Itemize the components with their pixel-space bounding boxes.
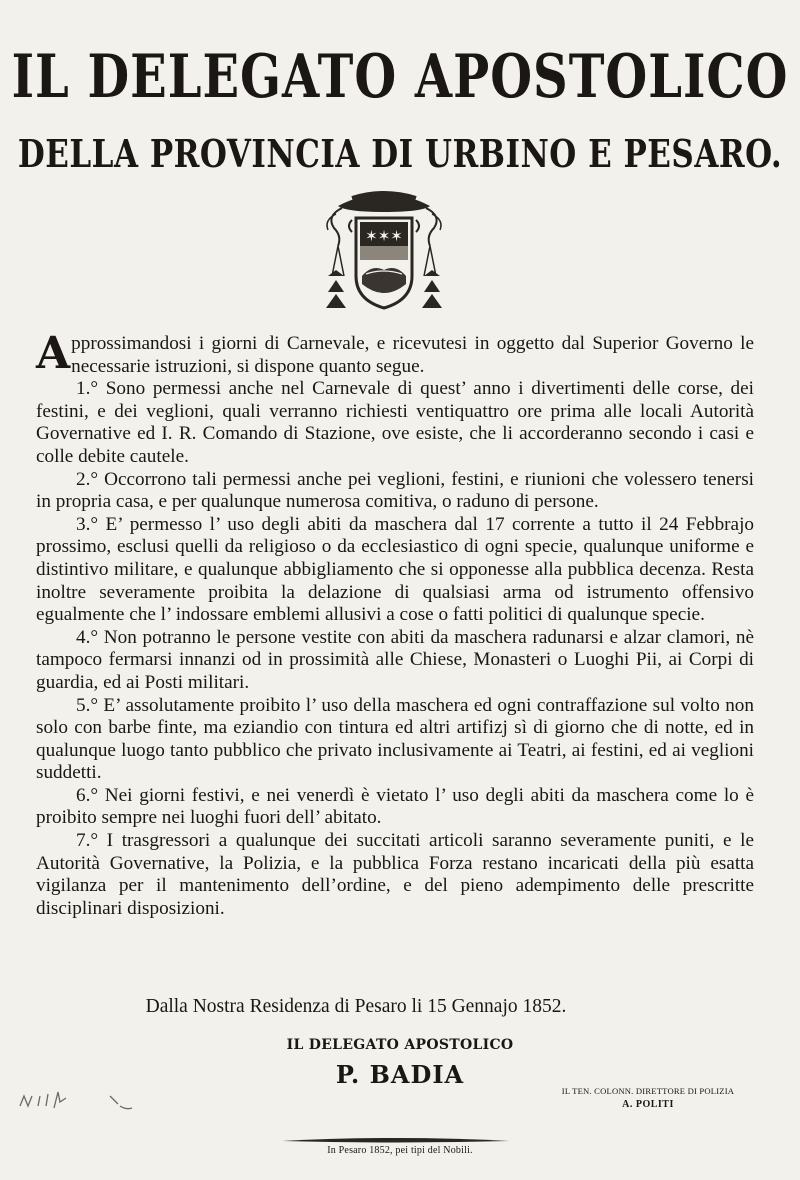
coat-of-arms-icon bbox=[322, 184, 446, 314]
article-6: 6.° Nei giorni festivi, e nei venerdì è vietato l’ uso degli abiti da maschera come lo è proibito sempre nei luoghi fuori dell’ abitato. bbox=[36, 784, 754, 829]
police-director-title: IL TEN. COLONN. DIRETTORE DI POLIZIA bbox=[561, 1086, 735, 1096]
printer-imprint: In Pesaro 1852, pei tipi del Nobili. bbox=[327, 1145, 473, 1156]
article-1: 1.° Sono permessi anche nel Carnevale di quest’ anno i divertimenti delle corse, dei festini, e dei veglioni, quali verranno richiesti ventiquattro ore prima alle locali Autorità Governative ed I. R. Comando di Stazione, ove esiste, che li accorderanno secondo i casi e colle debite cautele. bbox=[36, 378, 754, 467]
drop-cap: A bbox=[36, 328, 71, 379]
handwritten-mark bbox=[14, 1086, 144, 1120]
signatory-title: IL DELEGATO APOSTOLICO bbox=[286, 1037, 514, 1053]
signatory-name: P. BADIA bbox=[335, 1060, 465, 1089]
article-5: 5.° E’ assolutamente proibito l’ uso della maschera ed ogni contraffazione sul volto non solo con barbe finte, ma eziandio con tintura ed altri artifizj sì di giorno che di notte, ed in qualunque luogo tanto pubblico che privato inclusivamente ai Teatri, ai festini, ed ai veglioni suddetti. bbox=[36, 694, 754, 784]
police-director-name: A. POLITI bbox=[622, 1099, 674, 1110]
svg-text:✶✶✶: ✶✶✶ bbox=[365, 227, 403, 245]
intro-text: pprossimandosi i giorni di Carnevale, e ricevutesi in oggetto dal Superior Governo le necessarie istruzioni, si dispone quanto segue. bbox=[71, 333, 754, 377]
article-3: 3.° E’ permesso l’ uso degli abiti da maschera dal 17 corrente a tutto il 24 Febbrajo prossimo, esclusi quelli da religioso o da ecclesiastico di ogni specie, qualunque uniforme e distintivo militare, e qualunque abbigliamento che si opponesse alla pubblica decenza. Resta inoltre severamente proibita la delazione di qualsiasi arma od istrumento offensivo egualmente che l’ indossare emblemi allusivi a cose o fatti politici di qualunque specie. bbox=[36, 513, 754, 626]
ordinance-body bbox=[36, 328, 754, 920]
article-4: 4.° Non potranno le persone vestite con abiti da maschera radunarsi e alzar clamori, nè tampoco fermarsi innanzi od in prossimità alle Chiese, Monasteri o Luoghi Pii, ai Corpi di guardia, ed ai Posti militari. bbox=[36, 626, 754, 693]
page-subtitle: DELLA PROVINCIA DI URBINO E PESARO. bbox=[17, 132, 783, 177]
article-7: 7.° I trasgressori a qualunque dei succitati articoli saranno severamente puniti, e le Autorità Governative, la Polizia, e la pubblica Forza restano incaricati della più esatta vigilanza per il mantenimento dell’ordine, e del pieno adempimento delle prescritte disciplinari disposizioni. bbox=[36, 830, 754, 919]
article-2: 2.° Occorrono tali permessi anche pei veglioni, festini, e riunioni che volessero tenersi in propria casa, e per qualunque numerosa comitiva, o raduno di persone. bbox=[36, 468, 754, 513]
intro-paragraph bbox=[36, 328, 754, 379]
date-line: Dalla Nostra Residenza di Pesaro li 15 Gennajo 1852. bbox=[145, 996, 567, 1017]
page-title: IL DELEGATO APOSTOLICO bbox=[11, 42, 789, 112]
